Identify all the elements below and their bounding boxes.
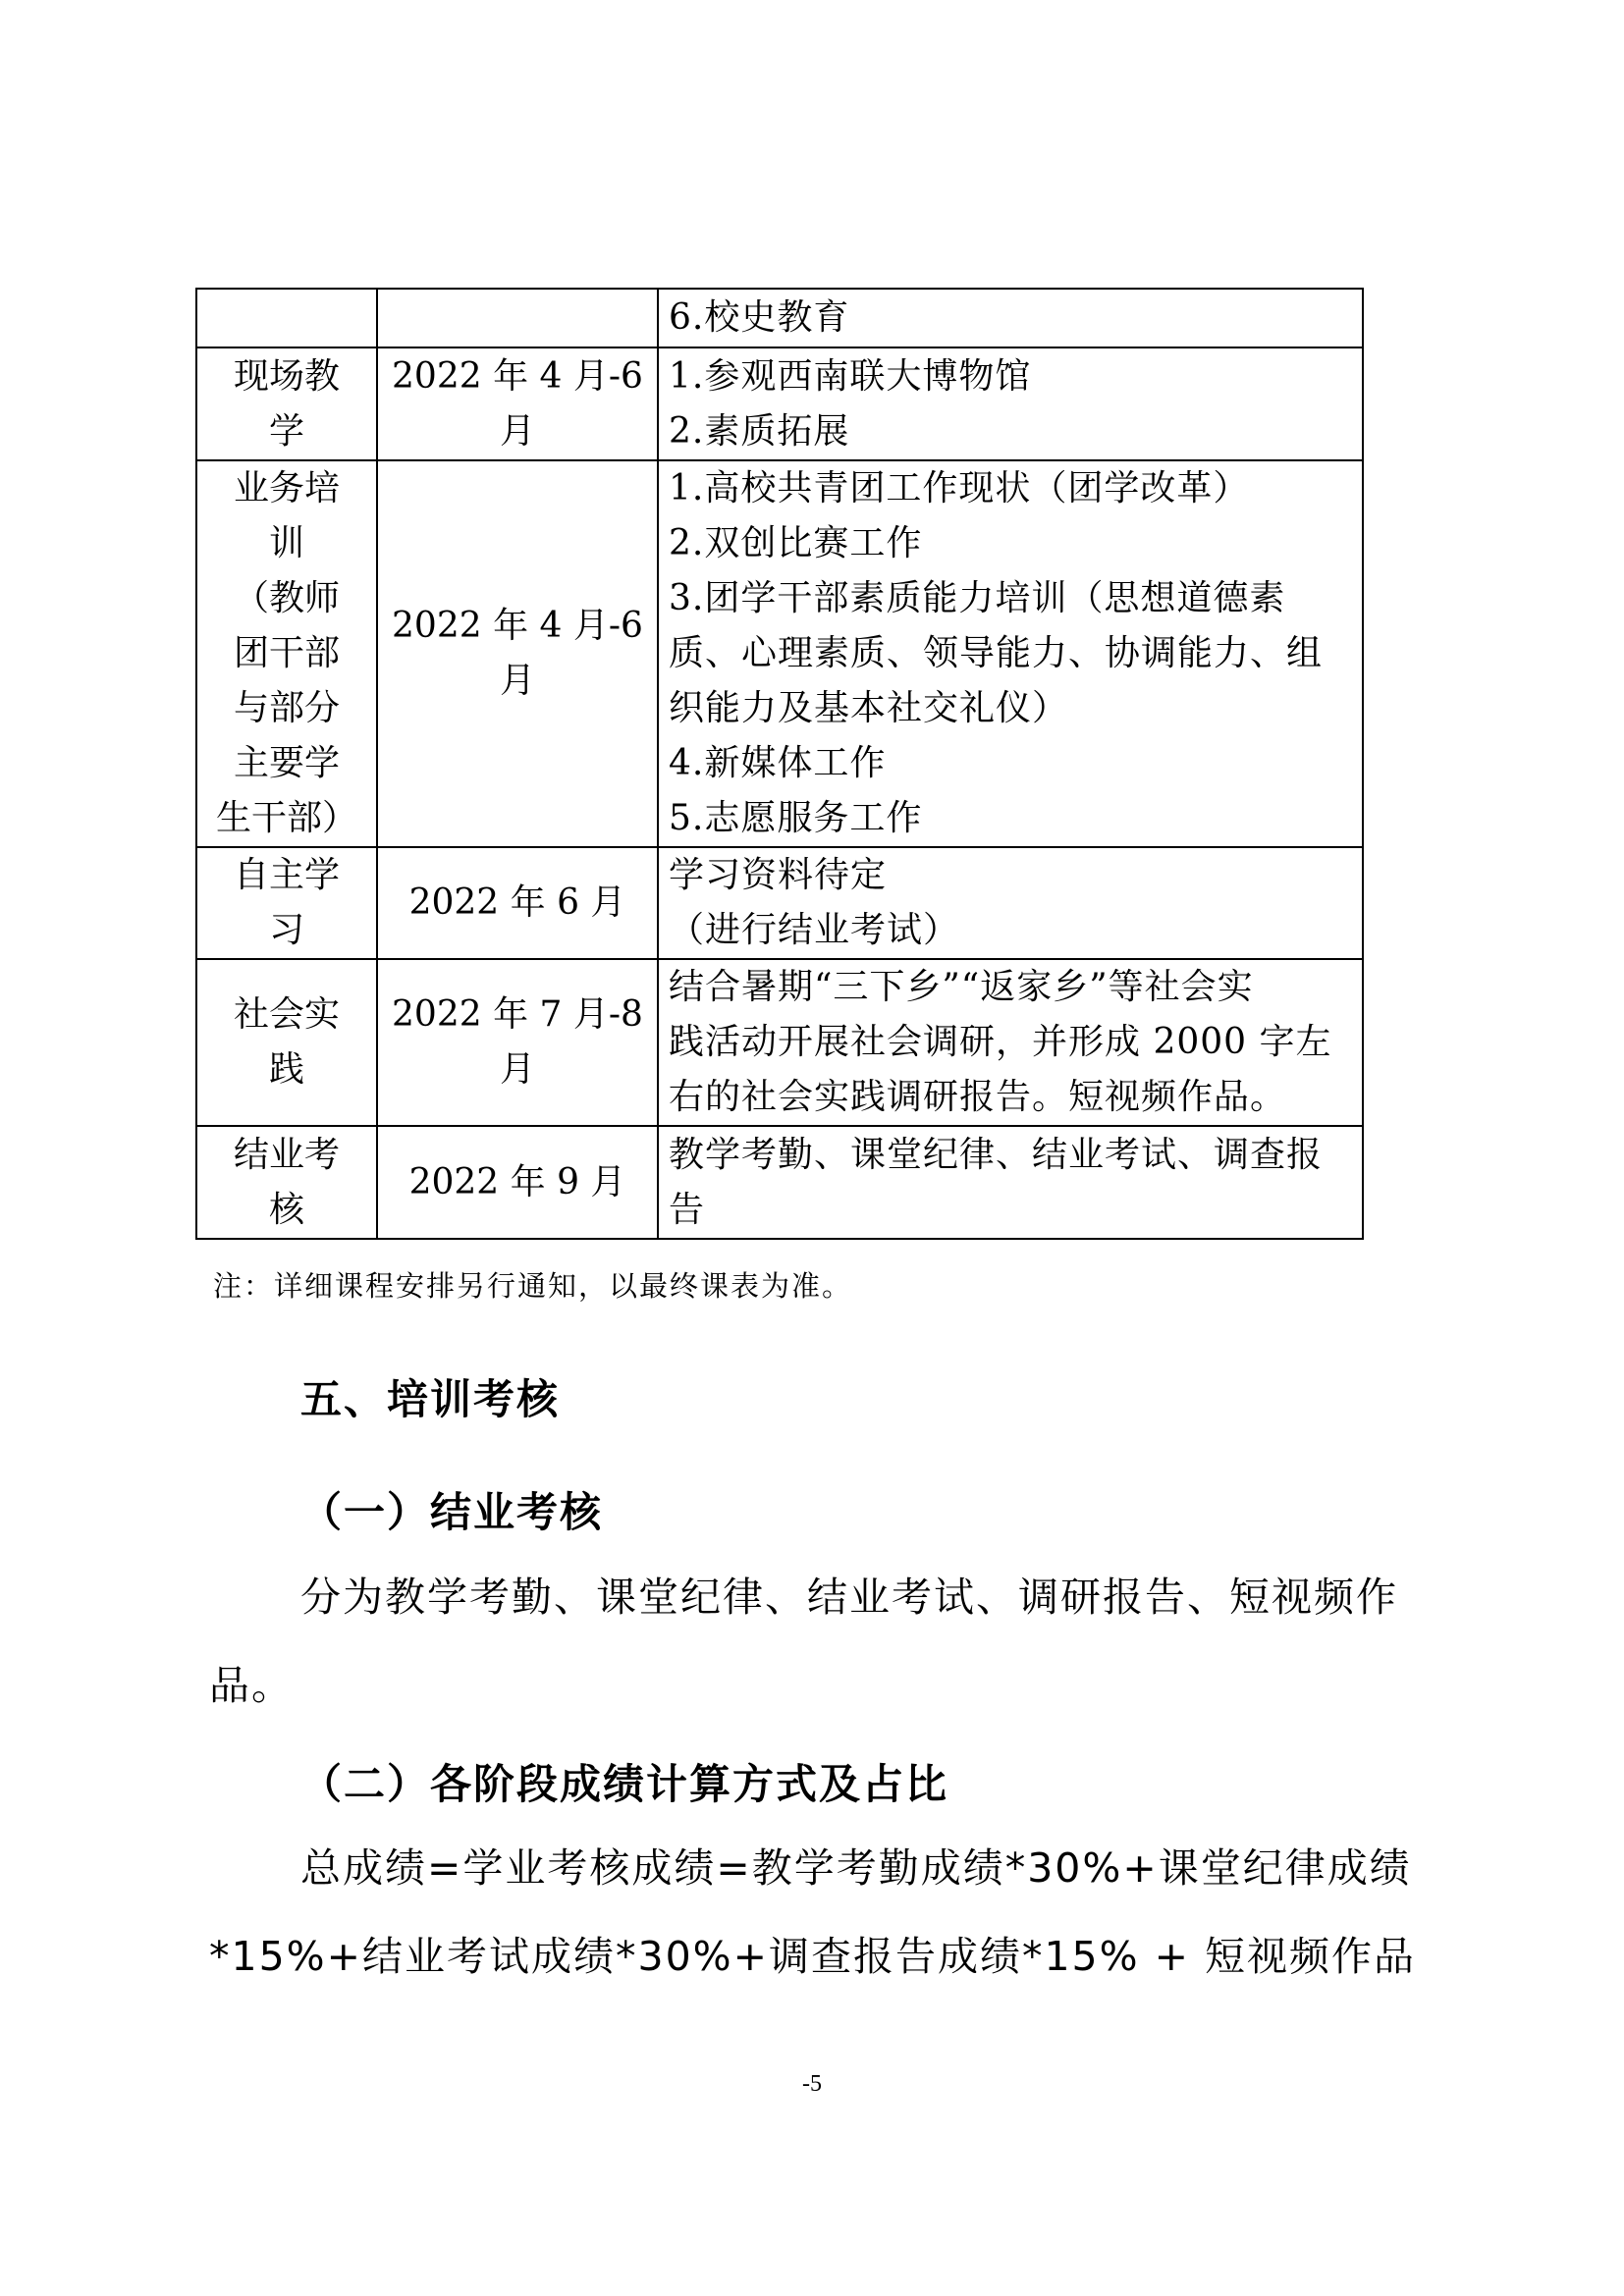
stage-name-cell bbox=[196, 347, 377, 460]
cell-line: 习 bbox=[268, 910, 304, 950]
stage-name-cell bbox=[196, 959, 377, 1126]
cell-line: 主要学 bbox=[233, 743, 340, 783]
table-row bbox=[196, 347, 1363, 460]
cell-line: 5.志愿服务工作 bbox=[669, 798, 923, 838]
subsection-one-title: （一）结业考核 bbox=[300, 1488, 604, 1536]
cell-line: 告 bbox=[669, 1189, 706, 1230]
schedule-table-body bbox=[196, 289, 1363, 1239]
stage-name-cell bbox=[196, 847, 377, 959]
cell-line: 2.素质拓展 bbox=[669, 410, 850, 452]
cell-line: 2022 年 4 月-6 bbox=[392, 606, 643, 646]
cell-line: 与部分 bbox=[233, 688, 340, 728]
cell-line: 自主学 bbox=[233, 855, 340, 895]
stage-content-cell bbox=[658, 1126, 1363, 1239]
cell-line: 2022 年 7 月-8 bbox=[392, 994, 643, 1035]
cell-line: 结合暑期“三下乡”“返家乡”等社会实 bbox=[669, 967, 1254, 1007]
stage-content-cell bbox=[658, 460, 1363, 847]
cell-line: 月 bbox=[499, 410, 535, 452]
cell-line: 2022 年 4 月-6 bbox=[392, 355, 643, 397]
page-number: -5 bbox=[802, 2071, 822, 2097]
cell-line: 1.高校共青团工作现状（团学改革） bbox=[669, 468, 1250, 508]
table-row bbox=[196, 1126, 1363, 1239]
stage-name-cell bbox=[196, 289, 377, 347]
cell-line: 训 bbox=[268, 523, 304, 563]
cell-line: 2.双创比赛工作 bbox=[669, 523, 923, 563]
cell-line: 教学考勤、课堂纪律、结业考试、调查报 bbox=[669, 1134, 1324, 1175]
cell-line: 核 bbox=[268, 1189, 304, 1230]
table-note: 注：详细课程安排另行通知，以最终课表为准。 bbox=[213, 1269, 853, 1303]
cell-line: 践 bbox=[268, 1049, 304, 1090]
cell-line: 1.参观西南联大博物馆 bbox=[669, 355, 1032, 397]
cell-line: 6.校史教育 bbox=[669, 297, 850, 338]
cell-line: 业务培 bbox=[233, 468, 340, 508]
subsection-two-text: 总成绩=学业考核成绩=教学考勤成绩*30%+课堂纪律成绩*15%+结业考试成绩*30%+调查报告成绩*15% + 短视频作品 bbox=[209, 1844, 1417, 1980]
cell-line: （教师 bbox=[233, 578, 340, 618]
cell-line: 质、心理素质、领导能力、协调能力、组 bbox=[669, 633, 1324, 673]
stage-time-cell bbox=[377, 1126, 658, 1239]
cell-line: 结业考 bbox=[233, 1134, 340, 1175]
cell-line: 织能力及基本社交礼仪） bbox=[669, 688, 1069, 728]
cell-line: 践活动开展社会调研，并形成 2000 字左 bbox=[669, 1022, 1332, 1062]
cell-line: 月 bbox=[499, 661, 535, 701]
cell-line: 现场教 bbox=[233, 355, 340, 397]
cell-line: （进行结业考试） bbox=[669, 910, 960, 950]
training-schedule-table bbox=[195, 288, 1364, 1240]
subsection-one-text: 分为教学考勤、课堂纪律、结业考试、调研报告、短视频作品。 bbox=[209, 1574, 1398, 1709]
table-row bbox=[196, 959, 1363, 1126]
subsection-two-title: （二）各阶段成绩计算方式及占比 bbox=[300, 1760, 949, 1808]
stage-content-cell bbox=[658, 347, 1363, 460]
cell-line: 2022 年 9 月 bbox=[408, 1161, 626, 1202]
cell-line: 学习资料待定 bbox=[669, 855, 888, 895]
cell-line: 团干部 bbox=[233, 633, 340, 673]
stage-time-cell bbox=[377, 289, 658, 347]
cell-line: 右的社会实践调研报告。短视频作品。 bbox=[669, 1077, 1287, 1117]
stage-time-cell bbox=[377, 347, 658, 460]
cell-line: 生干部） bbox=[215, 798, 357, 838]
table-row bbox=[196, 460, 1363, 847]
stage-content-cell bbox=[658, 847, 1363, 959]
cell-line: 社会实 bbox=[233, 994, 340, 1035]
stage-time-cell bbox=[377, 847, 658, 959]
cell-line: 2022 年 6 月 bbox=[408, 882, 626, 923]
cell-line: 4.新媒体工作 bbox=[669, 743, 887, 783]
table-row bbox=[196, 847, 1363, 959]
cell-line: 3.团学干部素质能力培训（思想道德素 bbox=[669, 578, 1286, 618]
cell-line: 月 bbox=[499, 1049, 535, 1090]
table-row bbox=[196, 289, 1363, 347]
stage-content-cell bbox=[658, 289, 1363, 347]
cell-line: 学 bbox=[268, 410, 304, 452]
section-five-title: 五、培训考核 bbox=[300, 1375, 561, 1423]
stage-name-cell bbox=[196, 1126, 377, 1239]
stage-content-cell bbox=[658, 959, 1363, 1126]
stage-name-cell bbox=[196, 460, 377, 847]
stage-time-cell bbox=[377, 460, 658, 847]
stage-time-cell bbox=[377, 959, 658, 1126]
